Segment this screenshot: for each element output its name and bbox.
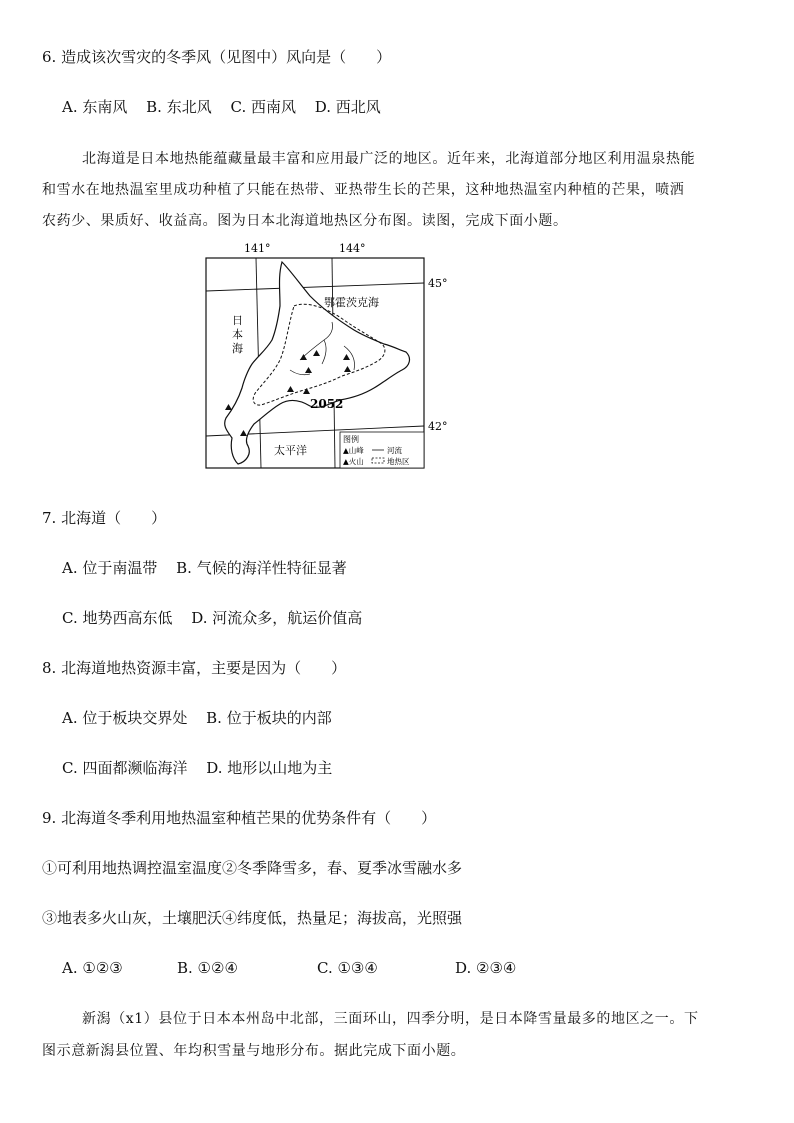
question-8-options-row-2 [62,758,332,778]
option-a: A. 位于板块交界处 [62,709,188,727]
intro-paragraph-2-line-1: 新潟（x1）县位于日本本州岛中北部，三面环山，四季分明，是日本降雪量最多的地区之一。下 [82,1011,699,1027]
question-9-option-d: D. ②③④ [455,959,517,977]
lat-label-42: 42° [428,420,448,433]
question-8-options-row-1 [62,708,332,728]
option-c: C. 地势西高东低 [62,609,173,627]
option-a: A. 位于南温带 [62,559,158,577]
intro-paragraph-2-line-2: 图示意新潟县位置、年均积雪量与地形分布。据此完成下面小题。 [42,1043,466,1059]
option-d: D. 河流众多，航运价值高 [191,609,363,627]
lon-label-144: 144° [339,242,366,255]
peak-elevation-label: 2052 [310,397,344,411]
question-9-statements-2: ③地表多火山灰，土壤肥沃④纬度低，热量足；海拔高，光照强 [42,909,463,927]
option-c: C. 西南风 [230,98,296,116]
legend-river: 河流 [387,446,402,455]
lat-label-45: 45° [428,277,448,290]
option-b: B. 东北风 [146,98,212,116]
lon-label-141: 141° [244,242,271,255]
question-9-option-a: A. ①②③ [62,959,123,977]
legend-geothermal: 地热区 [387,457,410,466]
question-7-stem: 7. 北海道（ ） [42,509,167,527]
sea-label-okhotsk: 鄂霍茨克海 [324,296,379,309]
intro-paragraph-1-line-1: 北海道是日本地热能蕴藏量最丰富和应用最广泛的地区。近年来，北海道部分地区利用温泉热能 [82,151,696,167]
option-b: B. 气候的海洋性特征显著 [176,559,347,577]
option-b: B. 位于板块的内部 [206,709,332,727]
question-6-options [62,97,381,117]
question-9-option-b: B. ①②④ [177,959,238,977]
option-c: C. 四面都濒临海洋 [62,759,188,777]
question-9-option-c: C. ①③④ [317,959,378,977]
question-7-options-row-1 [62,558,347,578]
hokkaido-geothermal-map [204,240,448,470]
intro-paragraph-1-line-2: 和雪水在地热温室里成功种植了只能在热带、亚热带生长的芒果，这种地热温室内种植的芒果，喷洒 [42,182,685,198]
question-7-options-row-2 [62,608,362,628]
question-8-stem: 8. 北海道地热资源丰富，主要是因为（ ） [42,659,347,677]
question-9-statements-1: ①可利用地热调控温室温度②冬季降雪多，春、夏季冰雪融水多 [42,859,463,877]
sea-label-japan-2: 本 [232,328,243,341]
legend-title: 图例 [343,435,359,444]
question-6-stem: 6. 造成该次雪灾的冬季风（见图中）风向是（ ） [42,48,392,66]
sea-label-pacific: 太平洋 [274,444,307,457]
question-9-stem: 9. 北海道冬季利用地热温室种植芒果的优势条件有（ ） [42,809,437,827]
legend-peak: ▲山峰 [343,446,364,455]
sea-label-japan-1: 日 [232,314,243,327]
option-d: D. 西北风 [314,98,381,116]
intro-paragraph-1-line-3: 农药少、果质好、收益高。图为日本北海道地热区分布图。读图，完成下面小题。 [42,213,568,229]
option-d: D. 地形以山地为主 [206,759,333,777]
legend-volcano: ▲火山 [343,457,364,466]
option-a: A. 东南风 [62,98,128,116]
sea-label-japan-3: 海 [232,342,243,355]
